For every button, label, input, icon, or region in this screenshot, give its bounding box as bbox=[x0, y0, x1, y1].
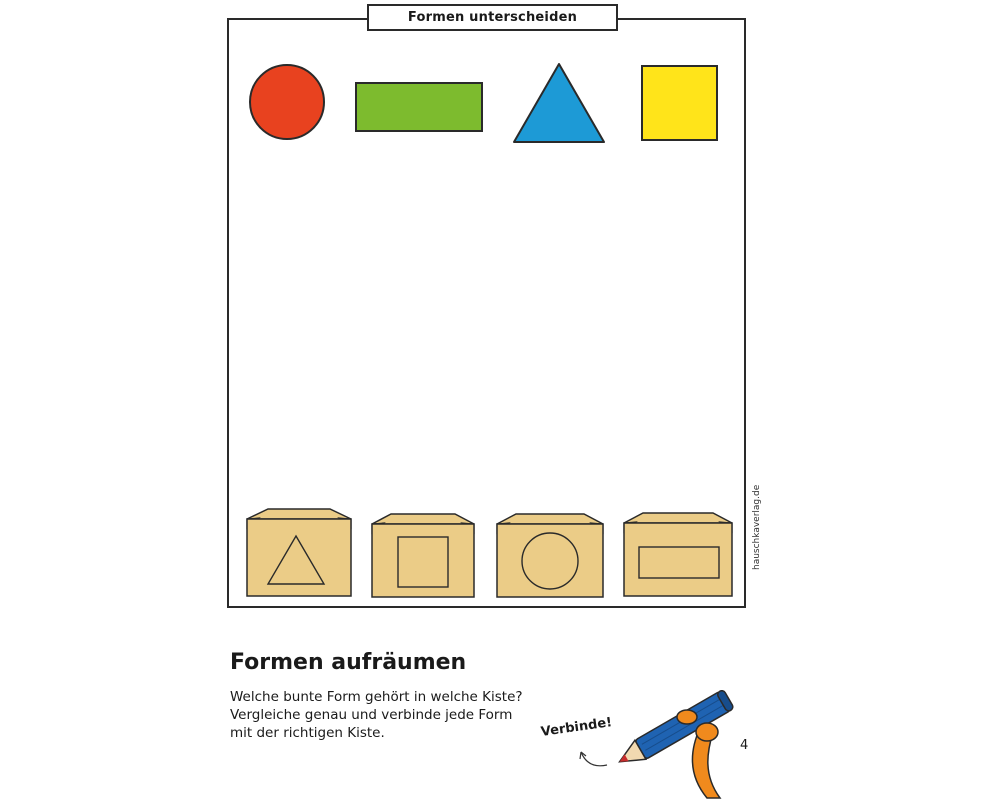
box-triangle[interactable] bbox=[244, 506, 354, 598]
box-rectangle[interactable] bbox=[621, 510, 735, 598]
instruction-line: Welche bunte Form gehört in welche Kiste? bbox=[230, 689, 523, 705]
page-number: 4 bbox=[740, 738, 749, 753]
yellow-square-shape[interactable] bbox=[641, 65, 718, 141]
worksheet-header: Formen unterscheiden bbox=[367, 4, 618, 31]
box-square[interactable] bbox=[369, 511, 477, 599]
green-rectangle-shape[interactable] bbox=[355, 82, 483, 132]
instruction-text bbox=[230, 688, 570, 742]
callout-label: Verbinde! bbox=[539, 715, 614, 740]
page-title: Formen aufräumen bbox=[230, 650, 467, 675]
hand-pencil-icon bbox=[575, 690, 750, 800]
instruction-line: Vergleiche genau und verbinde jede Form bbox=[230, 707, 513, 723]
instruction-line: mit der richtigen Kiste. bbox=[230, 725, 385, 741]
box-circle[interactable] bbox=[494, 511, 606, 599]
red-circle-shape[interactable] bbox=[249, 64, 325, 140]
blue-triangle-shape[interactable] bbox=[512, 62, 606, 144]
publisher-credit: hauschkaverlag.de bbox=[752, 484, 762, 570]
